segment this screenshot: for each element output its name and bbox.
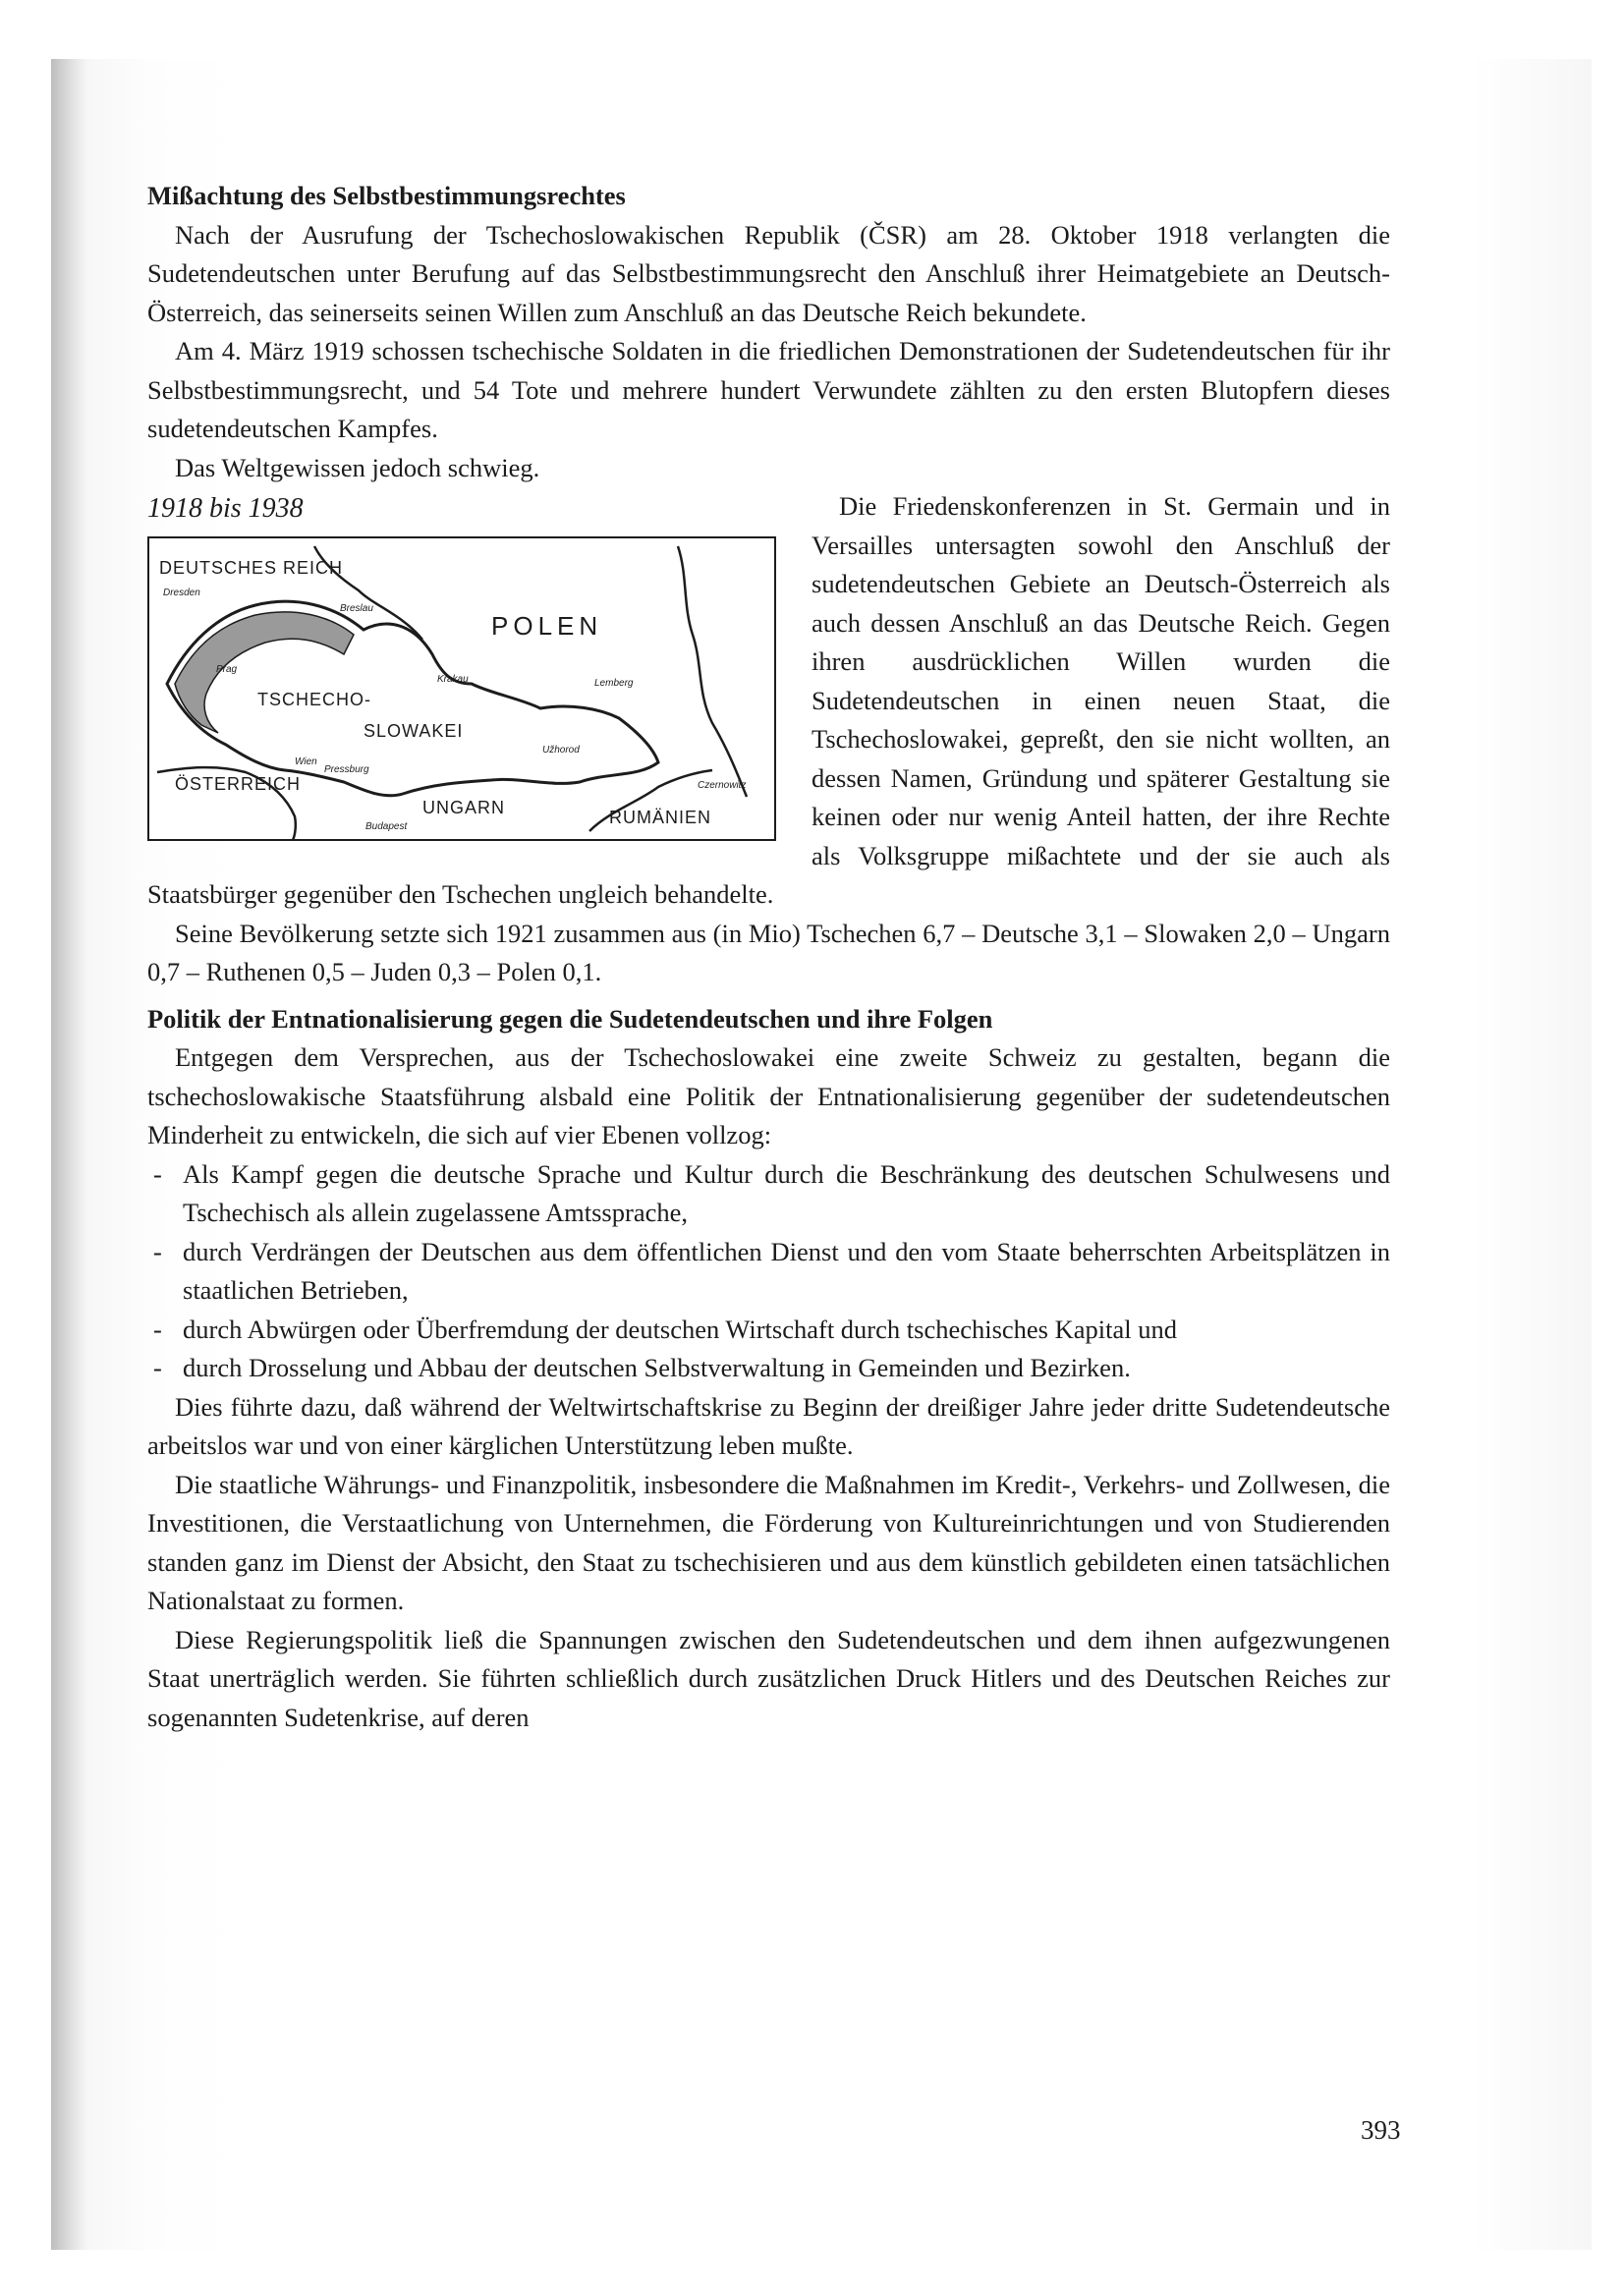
list-item: - durch Drosselung und Abbau der deutschen Selbstverwaltung in Gemeinden und Bezirken.: [147, 1349, 1390, 1388]
paragraph: Nach der Ausrufung der Tschechoslowakischen Republik (ČSR) am 28. Oktober 1918 verlangten die Sudetendeutschen unter Berufung auf das Selbstbestimmungsrecht den Anschluß ihrer Heimatgebiete an Deutsch-Österreich, das seinerseits seinen Willen zum Anschluß an das Deutsche Reich bekundete.: [147, 219, 1390, 327]
list-item: - Als Kampf gegen die deutsche Sprache und Kultur durch die Beschränkung des deutschen Schulwesens und Tschechisch als allein zugelassene Amtssprache,: [147, 1155, 1390, 1233]
paragraph: Die Friedenskonferenzen in St. Germain und in Versailles untersagten sowohl den Anschluß der sudetendeutschen Gebiete an Deutsch-Österreich als auch dessen Anschluß an das Deutsche Reich. Gegen ihren ausdrücklichen Willen wurden die Sudetendeutschen in einen neuen Staat, die Tschechoslowakei, gepreßt, den sie nicht wollten, an dessen Namen, Gründung und späterer Gestaltung sie keinen oder nur wenig Anteil hatten, der ihre Rechte als Volksgruppe mißachtete und der sie auch als Staatsbürger gegenüber den Tschechen ungleich behandelte.: [147, 491, 1390, 909]
map-label-dresden: Dresden: [163, 588, 200, 598]
paragraph: Dies führte dazu, daß während der Weltwirtschaftskrise zu Beginn der dreißiger Jahre jeder dritte Sudetendeutsche arbeitslos war und von einer kärglichen Unterstützung leben mußte.: [147, 1391, 1390, 1460]
paragraph: Diese Regierungspolitik ließ die Spannungen zwischen den Sudetendeutschen und dem ihnen aufgezwungenen Staat unerträglich werden. Sie führten schließlich durch zusätzlichen Druck Hitlers und des Deutschen Reiches zur sogenannten Sudetenkrise, auf deren: [147, 1624, 1390, 1732]
paragraph: Entgegen dem Versprechen, aus der Tschechoslowakei eine zweite Schweiz zu gestalten, begann die tschechoslowakische Staatsführung alsbald eine Politik der Entnationalisierung gegenüber der sudetendeutschen Minderheit zu entwickeln, die sich auf vier Ebenen vollzog:: [147, 1042, 1390, 1149]
paragraph: Die staatliche Währungs- und Finanzpolitik, insbesondere die Maßnahmen im Kredit-, Verkehrs- und Zollwesen, die Investitionen, die Verstaatlichung von Unternehmen, die Förderung von Kultureinrichtungen und von Studierenden standen ganz im Dienst der Absicht, den Staat zu tschechisieren und aus dem künstlich gebildeten einen tatsächlichen Nationalstaat zu formen.: [147, 1469, 1390, 1615]
list-item: - durch Abwürgen oder Überfremdung der deutschen Wirtschaft durch tschechisches Kapital und: [147, 1311, 1390, 1350]
section-heading-selbstbestimmung: Mißachtung des Selbstbestimmungsrechtes: [147, 181, 626, 210]
map-label-prag: Prag: [216, 664, 238, 675]
map-label-polen: POLEN: [491, 611, 603, 641]
page-gutter-shadow: [51, 59, 88, 2250]
paragraph-population: Seine Bevölkerung setzte sich 1921 zusammen aus (in Mio) Tschechen 6,7 – Deutsche 3,1 – Slowaken 2,0 – Ungarn 0,7 – Ruthenen 0,5 – Juden 0,3 – Polen 0,1.: [147, 918, 1390, 986]
map-label-krakau: Krakau: [437, 674, 469, 685]
paragraph: Am 4. März 1919 schossen tschechische Soldaten in die friedlichen Demonstrationen der Sudetendeutschen für ihr Selbstbestimmungsrecht, und 54 Tote und mehrere hundert Verwundete zählten zu den ersten Blutopfern dieses sudetendeutschen Kampfes.: [147, 336, 1390, 443]
map-frame: [148, 537, 775, 840]
map-label-slowakei: SLOWAKEI: [364, 721, 464, 741]
map-label-pressburg: Pressburg: [324, 764, 369, 775]
map-label-rumaenien: RUMÄNIEN: [609, 808, 712, 827]
measures-list: [147, 1155, 1390, 1388]
page-content: [147, 177, 1390, 1737]
map-label-budapest: Budapest: [365, 821, 408, 832]
map-label-tschecho: TSCHECHO-: [257, 690, 371, 709]
map-label-lemberg: Lemberg: [594, 678, 634, 689]
map-label-deutsches-reich: DEUTSCHES REICH: [159, 558, 344, 578]
map-label-oesterreich: ÖSTERREICH: [175, 774, 302, 794]
paragraph: Das Weltgewissen jedoch schwieg.: [175, 452, 540, 482]
map-label-uzhorod: Užhorod: [542, 745, 580, 756]
list-item: - durch Verdrängen der Deutschen aus dem öffentlichen Dienst und den vom Staate beherrschten Arbeitsplätzen in staatlichen Betrieben,: [147, 1233, 1390, 1311]
map-label-ungarn: UNGARN: [422, 798, 506, 817]
section-heading-entnationalisierung: Politik der Entnationalisierung gegen die Sudetendeutschen und ihre Folgen: [147, 1003, 993, 1034]
scan-edge: [0, 0, 51, 2296]
map-label-wien: Wien: [295, 756, 317, 767]
map-caption: 1918 bis 1938: [147, 493, 304, 524]
map-czechoslovakia-1918-1938: [147, 536, 776, 841]
map-label-czernowitz: Czernowitz: [698, 780, 747, 791]
page-number: 393: [1361, 2115, 1401, 2145]
map-figure: [147, 487, 776, 870]
map-label-breslau: Breslau: [340, 603, 373, 614]
